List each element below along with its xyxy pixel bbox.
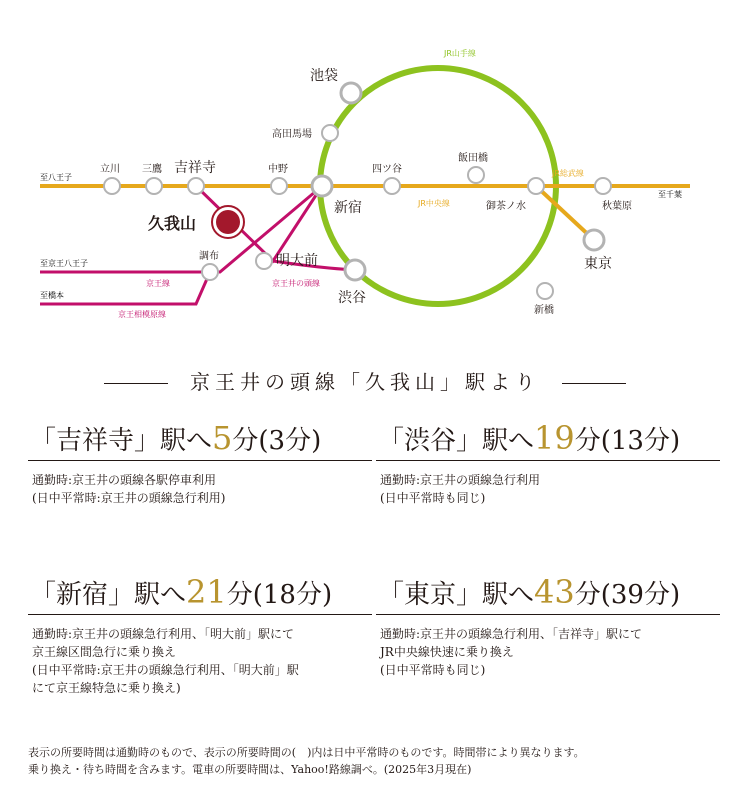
route-minutes: 21	[186, 573, 227, 611]
station-ochanomizu-marker	[528, 178, 544, 194]
to-chiba: 至千葉	[658, 190, 682, 199]
section-heading	[0, 366, 730, 395]
route-map	[0, 0, 730, 340]
route-title	[376, 418, 720, 461]
station-mitaka-name: 三鷹	[142, 164, 162, 175]
station-shinjuku-marker	[312, 176, 332, 196]
route-detail-line: 通勤時:京王井の頭線急行利用、「明大前」駅にて	[32, 627, 295, 641]
chuo-label: JR中央線	[418, 199, 450, 208]
station-ikebukuro-name: 池袋	[310, 68, 338, 84]
station-shimbashi-marker	[537, 283, 553, 299]
route-detail-line: (日中平常時も同じ)	[380, 491, 486, 505]
route-detail-line: (日中平常時も同じ)	[380, 663, 486, 677]
route-details	[376, 625, 720, 679]
route-detail-line: (日中平常時:京王井の頭線急行利用)	[32, 491, 226, 505]
station-tachikawa-marker	[104, 178, 120, 194]
station-kichijoji-name: 吉祥寺	[174, 160, 216, 176]
station-yotsuya-name: 四ツ谷	[372, 164, 402, 175]
keio-sagamihara-line	[40, 272, 210, 304]
station-akihabara-name: 秋葉原	[602, 201, 632, 212]
station-takadanobaba-name: 高田馬場	[272, 129, 312, 140]
route-minutes: 19	[534, 419, 575, 457]
route-card-kichijoji	[28, 418, 372, 507]
to-hachioji: 至八王子	[40, 173, 72, 182]
station-kugayama-name: 久我山	[148, 214, 197, 233]
station-shimbashi-name: 新橋	[534, 305, 554, 316]
route-destination: 「吉祥寺」駅へ	[30, 426, 213, 456]
route-card-tokyo	[376, 572, 720, 679]
station-tokyo-name: 東京	[584, 256, 612, 272]
sagamihara-label: 京王相模原線	[118, 310, 166, 319]
route-detail-line: JR中央線快速に乗り換え	[380, 645, 514, 659]
station-tokyo-marker	[584, 230, 604, 250]
route-details	[376, 471, 720, 507]
station-chofu-name: 調布	[199, 251, 219, 262]
station-iidabashi-name: 飯田橋	[458, 153, 488, 164]
footnote	[28, 744, 585, 778]
sobu-label: JR総武線	[552, 169, 584, 178]
to-hashimoto: 至橋本	[40, 291, 64, 300]
station-ochanomizu-name: 御茶ノ水	[486, 201, 526, 212]
route-detail-line: 通勤時:京王井の頭線各駅停車利用	[32, 473, 217, 487]
to-keio-hachioji: 至京王八王子	[40, 259, 88, 268]
station-shinjuku-name: 新宿	[334, 200, 362, 216]
station-mitaka-marker	[146, 178, 162, 194]
station-meidaimae-marker	[256, 253, 272, 269]
route-offpeak: (39分)	[600, 580, 681, 610]
route-detail-line: 通勤時:京王井の頭線急行利用	[380, 473, 541, 487]
heading-rule-left	[104, 383, 168, 384]
station-takadanobaba-marker	[322, 125, 338, 141]
station-tachikawa-name: 立川	[100, 164, 120, 175]
station-yotsuya-marker	[384, 178, 400, 194]
station-kugayama-dot	[216, 210, 240, 234]
route-minutes: 5	[212, 419, 233, 457]
route-unit: 分	[232, 426, 259, 456]
route-unit: 分	[574, 426, 601, 456]
route-details	[28, 471, 372, 507]
station-shibuya-marker	[345, 260, 365, 280]
route-title	[28, 572, 372, 615]
station-nakano-marker	[271, 178, 287, 194]
route-detail-line: (日中平常時:京王井の頭線急行利用、「明大前」駅	[32, 663, 299, 677]
route-destination: 「新宿」駅へ	[30, 580, 187, 610]
heading-rule-right	[562, 383, 626, 384]
route-detail-line: にて京王線特急に乗り換え)	[32, 681, 181, 695]
route-details	[28, 625, 372, 697]
heading-text: 京王井の頭線「久我山」駅より	[190, 370, 540, 394]
inokashira-label: 京王井の頭線	[272, 279, 320, 288]
route-title	[28, 418, 372, 461]
route-offpeak: (13分)	[600, 426, 681, 456]
major-station-markers	[312, 83, 604, 280]
station-ikebukuro-marker	[341, 83, 361, 103]
station-shibuya-name: 渋谷	[338, 290, 366, 306]
route-offpeak: (18分)	[252, 580, 333, 610]
route-offpeak: (3分)	[258, 426, 322, 456]
route-detail-line: 通勤時:京王井の頭線急行利用、「吉祥寺」駅にて	[380, 627, 643, 641]
route-detail-line: 京王線区間急行に乗り換え	[32, 645, 177, 659]
station-akihabara-marker	[595, 178, 611, 194]
route-destination: 「渋谷」駅へ	[378, 426, 535, 456]
yamanote-label: JR山手線	[444, 49, 476, 58]
route-destination: 「東京」駅へ	[378, 580, 535, 610]
footnote-line: 乗り換え・待ち時間を含みます。電車の所要時間は、Yahoo!路線調べ。(2025年3月現在)	[28, 763, 472, 776]
footnote-line: 表示の所要時間は通勤時のもので、表示の所要時間の( )内は日中平常時のものです。時間帯により異なります。	[28, 746, 585, 759]
keio-label: 京王線	[146, 279, 170, 288]
route-minutes: 43	[534, 573, 575, 611]
route-title	[376, 572, 720, 615]
station-nakano-name: 中野	[268, 164, 288, 175]
route-card-shinjuku	[28, 572, 372, 697]
route-card-shibuya	[376, 418, 720, 507]
station-chofu-marker	[202, 264, 218, 280]
route-unit: 分	[226, 580, 253, 610]
station-kichijoji-marker	[188, 178, 204, 194]
station-iidabashi-marker	[468, 167, 484, 183]
route-unit: 分	[574, 580, 601, 610]
station-meidaimae-name: 明大前	[276, 253, 318, 269]
